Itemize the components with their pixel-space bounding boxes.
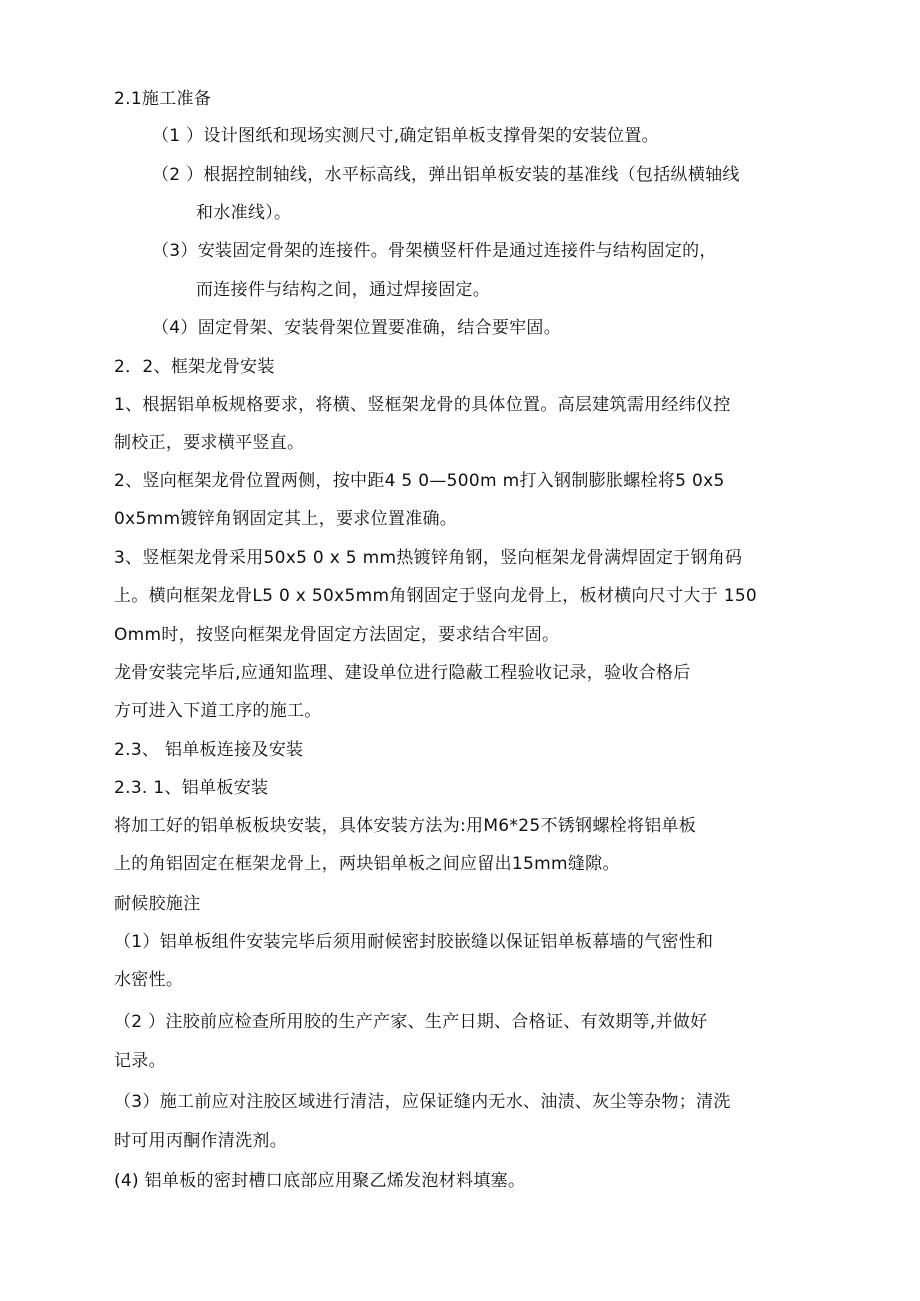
- s22-line-4: 0x5mm镀锌角钢固定其上，要求位置准确。: [114, 509, 458, 529]
- s231-line-1: 将加工好的铝单板板块安装，具体安装方法为:用M6*25不锈钢螺栓将铝单板: [114, 816, 697, 836]
- s22-line-1: 1、根据铝单板规格要求，将横、竖框架龙骨的具体位置。高层建筑需用经纬仪控: [114, 395, 731, 415]
- s21-item-1: （1 ）设计图纸和现场实测尺寸,确定铝单板支撑骨架的安装位置。: [152, 126, 659, 146]
- sealant-line-2: 水密性。: [114, 970, 184, 990]
- s21-item-3: （3）安装固定骨架的连接件。骨架横竖杆件是通过连接件与结构固定的，: [152, 241, 717, 261]
- sealant-line-1: （1）铝单板组件安装完毕后须用耐候密封胶嵌缝以保证铝单板幕墙的气密性和: [114, 932, 714, 952]
- s21-item-4: （4）固定骨架、安装骨架位置要准确，结合要牢固。: [152, 318, 562, 338]
- sealant-line-5: （3）施工前应对注胶区域进行清洁，应保证缝内无水、油渍、灰尘等杂物；清洗: [114, 1092, 731, 1112]
- section-2-3-heading: 2.3、 铝单板连接及安装: [114, 740, 304, 760]
- s22-line-5: 3、竖框架龙骨采用50x5 0 x 5 mm热镀锌角钢，竖向框架龙骨满焊固定于钢角码: [114, 548, 743, 568]
- sealant-line-3: （2 ）注胶前应检查所用胶的生产产家、生产日期、合格证、有效期等,并做好: [114, 1012, 708, 1032]
- section-2-2-heading: 2．2、框架龙骨安装: [114, 357, 275, 377]
- s22-line-9: 方可进入下道工序的施工。: [114, 701, 322, 721]
- s21-item-2: （2 ）根据控制轴线，水平标高线，弹出铝单板安装的基准线（包括纵横轴线: [152, 165, 740, 185]
- s231-line-2: 上的角铝固定在框架龙骨上，两块铝单板之间应留出15mm缝隙。: [114, 854, 620, 874]
- s22-line-7: Omm时，按竖向框架龙骨固定方法固定，要求结合牢固。: [114, 625, 560, 645]
- s21-item-2-cont: 和水准线）。: [196, 203, 292, 223]
- sealant-line-6: 时可用丙酮作清洗剂。: [114, 1131, 287, 1151]
- sealant-heading: 耐候胶施注: [114, 894, 201, 914]
- sealant-line-7: (4) 铝单板的密封槽口底部应用聚乙烯发泡材料填塞。: [114, 1171, 526, 1191]
- s21-item-3-cont: 而连接件与结构之间，通过焊接固定。: [196, 280, 491, 300]
- section-2-1-heading: 2.1施工准备: [114, 89, 212, 109]
- s22-line-6: 上。横向框架龙骨L5 0 x 50x5mm角钢固定于竖向龙骨上，板材横向尺寸大于 150: [114, 586, 758, 606]
- sealant-line-4: 记录。: [114, 1051, 166, 1071]
- section-2-3-1-heading: 2.3. 1、铝单板安装: [114, 778, 269, 798]
- s22-line-8: 龙骨安装完毕后,应通知监理、建设单位进行隐蔽工程验收记录，验收合格后: [114, 663, 691, 683]
- s22-line-3: 2、竖向框架龙骨位置两侧，按中距4 5 0—500m m打入钢制膨胀螺栓将5 0x5: [114, 471, 725, 491]
- s22-line-2: 制校正，要求横平竖直。: [114, 433, 305, 453]
